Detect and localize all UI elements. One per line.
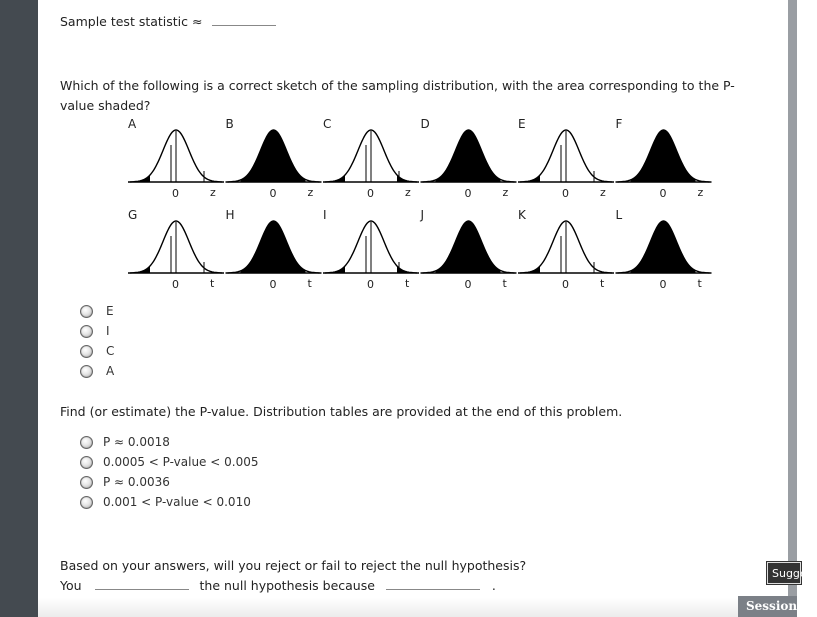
pvalue-option-2[interactable] — [80, 473, 170, 491]
option-label: I — [106, 324, 110, 338]
tick-label-zero: 0 — [562, 187, 569, 200]
reason-dropdown[interactable] — [386, 579, 480, 590]
sketch-letter: L — [615, 208, 623, 222]
option-label: P ≈ 0.0018 — [103, 435, 170, 449]
sketch-grid — [118, 114, 738, 299]
option-label: P ≈ 0.0036 — [103, 475, 170, 489]
sketch-I — [323, 208, 419, 291]
shaded-area — [631, 130, 696, 182]
session-button[interactable]: Session — [738, 596, 797, 617]
sketch-H — [226, 208, 322, 291]
tick-label-stat: t — [502, 277, 507, 290]
decision-question: Based on your answers, will you reject or fail to reject the null hypothesis? — [60, 558, 527, 573]
sketch-letter: I — [323, 208, 327, 222]
tick-label-zero: 0 — [562, 278, 569, 291]
tick-label-zero: 0 — [269, 187, 277, 200]
tick-label-stat: z — [405, 186, 411, 199]
tick-label-stat: z — [307, 186, 314, 199]
pvalue-option-1[interactable] — [80, 453, 258, 471]
tick-label-zero: 0 — [464, 187, 472, 200]
tick-label-zero: 0 — [659, 278, 667, 291]
option-label: 0.001 < P-value < 0.010 — [103, 495, 251, 509]
sketch-letter: F — [615, 117, 623, 131]
sketch-option-0[interactable] — [80, 302, 114, 320]
sketch-letter: H — [225, 208, 235, 222]
sketch-J — [420, 208, 517, 291]
sketch-letter: B — [225, 117, 234, 131]
radio-button[interactable] — [80, 476, 93, 489]
sketch-letter: D — [420, 117, 430, 131]
sketch-D — [421, 117, 517, 200]
period-label: . — [491, 578, 496, 593]
sketch-G — [128, 208, 224, 291]
sketch-option-2[interactable] — [80, 342, 114, 360]
radio-button[interactable] — [80, 436, 93, 449]
tick-label-zero: 0 — [172, 278, 179, 291]
shaded-area — [436, 221, 501, 273]
tick-label-zero: 0 — [464, 278, 472, 291]
test-statistic-row — [60, 14, 276, 29]
tick-label-zero: 0 — [367, 187, 374, 200]
sketch-letter: E — [518, 117, 526, 131]
sketch-letter: A — [128, 117, 137, 131]
radio-button[interactable] — [80, 365, 93, 378]
tick-label-stat: z — [600, 186, 606, 199]
shaded-area — [631, 221, 696, 273]
sketch-letter: G — [128, 208, 138, 222]
option-label: C — [106, 344, 115, 358]
sketch-option-1[interactable] — [80, 322, 110, 340]
bottom-fade — [38, 598, 738, 617]
because-label: the null hypothesis because — [199, 578, 375, 593]
pvalue-option-3[interactable] — [80, 493, 251, 511]
radio-button[interactable] — [80, 305, 93, 318]
test-statistic-input[interactable] — [212, 15, 276, 26]
sketch-letter: J — [420, 208, 425, 222]
right-scroll-gutter — [788, 0, 797, 617]
tick-label-zero: 0 — [269, 278, 277, 291]
tick-label-stat: z — [502, 186, 509, 199]
tick-label-stat: t — [307, 277, 312, 290]
sketch-B — [226, 117, 322, 200]
shaded-area — [241, 221, 306, 273]
tick-label-stat: t — [697, 277, 702, 290]
sketch-E — [518, 117, 614, 200]
sketch-question: Which of the following is a correct sketch of the sampling distribution, with the area corresponding to the P-value shaded? — [60, 78, 735, 113]
sketch-L — [616, 208, 712, 291]
sketch-F — [616, 117, 712, 200]
reject-dropdown[interactable] — [95, 579, 189, 590]
shaded-area — [436, 130, 501, 182]
tick-label-zero: 0 — [172, 187, 179, 200]
tick-label-stat: t — [405, 277, 410, 290]
you-label: You — [60, 578, 82, 593]
sketch-C — [323, 117, 419, 200]
pvalue-option-0[interactable] — [80, 433, 170, 451]
tick-label-zero: 0 — [367, 278, 374, 291]
tick-label-stat: z — [697, 186, 704, 199]
tick-label-zero: 0 — [659, 187, 667, 200]
radio-button[interactable] — [80, 456, 93, 469]
suggest-button[interactable]: Suggest — [767, 562, 801, 584]
tick-label-stat: z — [210, 186, 216, 199]
decision-row — [60, 578, 496, 593]
test-statistic-label: Sample test statistic ≈ — [60, 14, 203, 29]
shaded-area — [241, 130, 306, 182]
tick-label-stat: t — [210, 277, 215, 290]
pvalue-question: Find (or estimate) the P-value. Distribution tables are provided at the end of this problem. — [60, 404, 623, 419]
option-label: A — [106, 364, 115, 378]
sketch-A — [128, 117, 224, 200]
sketch-letter: K — [518, 208, 526, 222]
radio-button[interactable] — [80, 345, 93, 358]
tick-label-stat: t — [600, 277, 605, 290]
sketch-option-3[interactable] — [80, 362, 114, 380]
sketch-K — [518, 208, 614, 291]
radio-button[interactable] — [80, 325, 93, 338]
option-label: 0.0005 < P-value < 0.005 — [103, 455, 259, 469]
left-sidebar — [0, 0, 38, 617]
option-label: E — [106, 304, 114, 318]
sketch-letter: C — [323, 117, 332, 131]
radio-button[interactable] — [80, 496, 93, 509]
problem-content — [38, 0, 788, 617]
